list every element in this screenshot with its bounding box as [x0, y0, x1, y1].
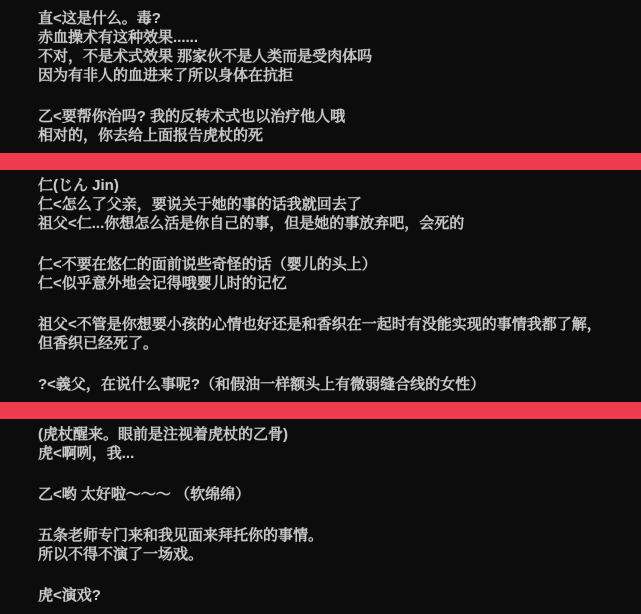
dialogue-line: 不对，不是术式效果 那家伙不是人类而是受肉体吗 [38, 48, 373, 65]
dialogue-line: 直<这是什么。毒? [38, 10, 161, 27]
dialogue-paragraph [0, 586, 641, 605]
dialogue-line: 祖父<不管是你想要小孩的心情也好还是和香织在一起时有没能实现的事情我都了解， [38, 316, 602, 333]
dialogue-line: 但香织已经死了。 [38, 335, 159, 352]
dialogue-line: 虎<啊咧，我... [38, 445, 135, 462]
dialogue-line: (虎杖醒来。眼前是注视着虎杖的乙骨) [38, 426, 288, 443]
dialogue-paragraph [0, 255, 641, 293]
dialogue-line: 仁<似乎意外地会记得哦婴儿时的记忆 [38, 275, 287, 292]
dialogue-paragraph [0, 176, 641, 233]
dialogue-line: 所以不得不演了一场戏。 [38, 546, 204, 563]
dialogue-paragraph [0, 425, 641, 463]
dialogue-paragraph [0, 9, 641, 85]
dialogue-line: 五条老师专门来和我见面来拜托你的事情。 [38, 527, 324, 544]
dialogue-paragraph [0, 485, 641, 504]
dialogue-line: 赤血操术有这种效果...... [38, 29, 199, 46]
dialogue-paragraph [0, 315, 641, 353]
dialogue-line: 仁<怎么了父亲，要说关于她的事的话我就回去了 [38, 196, 362, 213]
dialogue-line: 祖父<仁...你想怎么活是你自己的事，但是她的事放弃吧，会死的 [38, 215, 465, 232]
dialogue-line: 因为有非人的血进来了所以身体在抗拒 [38, 67, 294, 84]
dialogue-line: 仁(じん Jin) [38, 177, 119, 194]
dialogue-paragraph [0, 375, 641, 394]
red-divider [0, 153, 641, 170]
dialogue-paragraph [0, 107, 641, 145]
dialogue-line: 虎<演戏? [38, 587, 101, 604]
dialogue-line: 仁<不要在悠仁的面前说些奇怪的话（婴儿的头上） [38, 256, 377, 273]
red-divider [0, 402, 641, 419]
dialogue-line: 相对的，你去给上面报告虎杖的死 [38, 127, 264, 144]
dialogue-line: ?<義父，在说什么事呢?（和假油一样额头上有微弱缝合线的女性） [38, 376, 486, 393]
dialogue-line: 乙<要帮你治吗? 我的反转术式也以治疗他人哦 [38, 108, 346, 125]
dialogue-line: 乙<哟 太好啦～～～ （软绵绵） [38, 486, 251, 503]
dialogue-paragraph [0, 526, 641, 564]
